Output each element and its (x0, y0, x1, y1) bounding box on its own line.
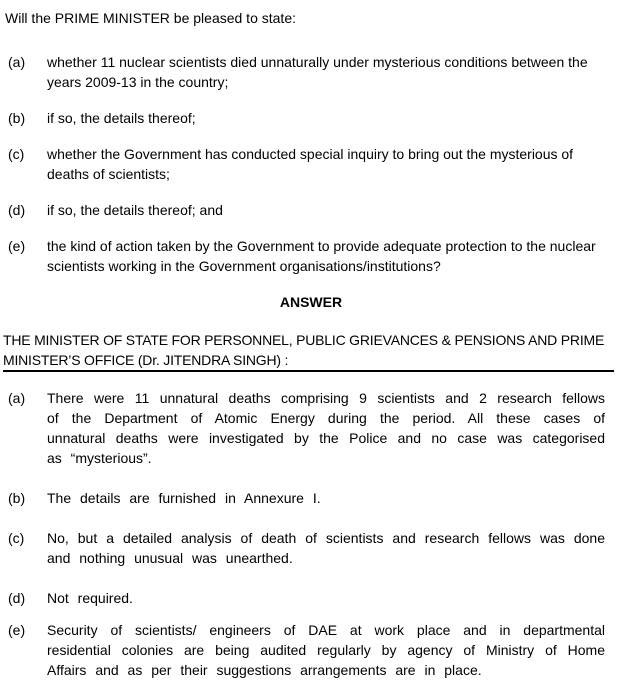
question-text-c: whether the Government has conducted special inquiry to bring out the mysterious of deaths of scientists; (47, 146, 574, 182)
question-label-b: (b) (8, 110, 26, 126)
question-label-a: (a) (8, 54, 26, 70)
question-item-c (0, 144, 622, 184)
answer-label-a: (a) (8, 390, 26, 406)
answer-list (0, 388, 622, 680)
answer-label-b: (b) (8, 490, 26, 506)
answer-text-e: Security of scientists/ engineers of DAE at work place and in departmental residential colonies are being audited regularly by agency of Ministry of Home Affairs and as per their suggestions arrangements are in place. (47, 622, 605, 678)
question-text-e: the kind of action taken by the Government to provide adequate protection to the nuclear scientists working in the Government organisations/institutions? (47, 238, 596, 274)
question-text-d: if so, the details thereof; and (47, 202, 223, 218)
question-list (0, 52, 622, 276)
minister-designation: THE MINISTER OF STATE FOR PERSONNEL, PUBLIC GRIEVANCES & PENSIONS AND PRIME MINISTER’S OFFICE (Dr. JITENDRA SINGH) : (3, 330, 614, 372)
question-item-a (0, 52, 622, 92)
question-item-b (0, 108, 622, 128)
answer-item-a (0, 388, 622, 468)
answer-item-c (0, 528, 622, 568)
question-text-a: whether 11 nuclear scientists died unnaturally under mysterious conditions between the years 2009-13 in the country; (47, 54, 588, 90)
question-item-e (0, 236, 622, 276)
question-label-d: (d) (8, 202, 26, 218)
answer-label-e: (e) (8, 622, 26, 638)
question-text-b: if so, the details thereof; (47, 110, 196, 126)
answer-label-d: (d) (8, 590, 26, 606)
answer-label-c: (c) (8, 530, 25, 546)
answer-heading: ANSWER (279, 294, 343, 310)
question-item-d (0, 200, 622, 220)
question-intro: Will the PRIME MINISTER be pleased to state: (5, 10, 296, 26)
question-label-c: (c) (8, 146, 25, 162)
answer-text-c: No, but a detailed analysis of death of scientists and research fellows was done and nothing unusual was unearthed. (47, 530, 605, 566)
answer-item-e (0, 620, 622, 680)
answer-text-a: There were 11 unnatural deaths comprising 9 scientists and 2 research fellows of the Department of Atomic Energy during the period. All these cases of unnatural deaths were investigated by the Police and no case was categorised as “mysterious”. (47, 390, 605, 466)
answer-text-b: The details are furnished in Annexure I. (47, 490, 321, 506)
answer-item-d (0, 588, 622, 608)
answer-item-b (0, 488, 622, 508)
question-label-e: (e) (8, 238, 26, 254)
answer-text-d: Not required. (47, 590, 133, 606)
